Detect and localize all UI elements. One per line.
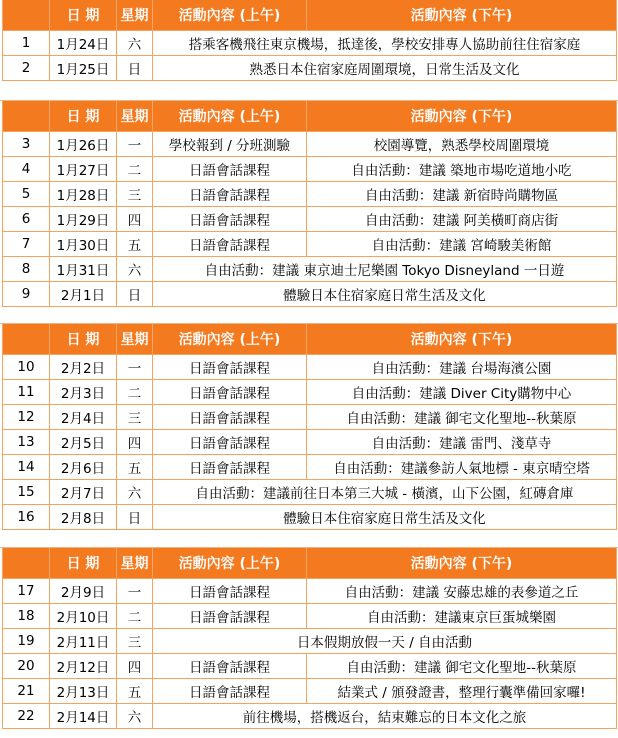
table-row <box>3 430 617 455</box>
table-header <box>3 0 617 31</box>
row-number: 14 <box>3 455 50 480</box>
full-day-activity: 搭乘客機飛往東京機場，抵達後，學校安排專人協助前往住宿家庭 <box>153 31 617 56</box>
table-row <box>3 257 617 282</box>
morning-activity: 日語會話課程 <box>153 579 307 604</box>
row-date: 1月29日 <box>50 207 117 232</box>
afternoon-activity: 自由活動：建議 阿美橫町商店街 <box>307 207 617 232</box>
header-number <box>3 548 50 579</box>
afternoon-activity: 自由活動：建議參訪人氣地標 - 東京晴空塔 <box>307 455 617 480</box>
header-morning-activity: 活動內容 (上午) <box>153 324 307 355</box>
afternoon-activity: 自由活動：建議 新宿時尚購物區 <box>307 182 617 207</box>
header-afternoon-activity: 活動內容 (下午) <box>307 0 617 31</box>
morning-activity: 日語會話課程 <box>153 405 307 430</box>
row-number: 6 <box>3 207 50 232</box>
row-date: 1月31日 <box>50 257 117 282</box>
full-day-activity: 前往機場，搭機返台，結束難忘的日本文化之旅 <box>153 704 617 729</box>
table-body <box>3 355 617 530</box>
row-date: 1月24日 <box>50 31 117 56</box>
morning-activity: 日語會話課程 <box>153 355 307 380</box>
row-date: 2月11日 <box>50 629 117 654</box>
morning-activity: 日語會話課程 <box>153 182 307 207</box>
row-number: 21 <box>3 679 50 704</box>
row-weekday: 四 <box>117 654 153 679</box>
table-header <box>3 101 617 132</box>
row-date: 2月5日 <box>50 430 117 455</box>
afternoon-activity: 自由活動：建議 宮崎駿美術館 <box>307 232 617 257</box>
row-number: 18 <box>3 604 50 629</box>
row-number: 12 <box>3 405 50 430</box>
table-row <box>3 579 617 604</box>
table-row <box>3 629 617 654</box>
row-number: 3 <box>3 132 50 157</box>
row-number: 10 <box>3 355 50 380</box>
schedule-table-block <box>2 0 617 81</box>
row-date: 2月13日 <box>50 679 117 704</box>
table-row <box>3 182 617 207</box>
table-row <box>3 679 617 704</box>
row-weekday: 一 <box>117 355 153 380</box>
schedule-table-block <box>2 324 617 530</box>
morning-activity: 日語會話課程 <box>153 157 307 182</box>
table-row <box>3 480 617 505</box>
header-date: 日 期 <box>50 324 117 355</box>
header-row <box>3 324 617 355</box>
schedule-table-block <box>2 101 617 307</box>
row-date: 2月14日 <box>50 704 117 729</box>
header-weekday: 星期 <box>117 0 153 31</box>
afternoon-activity: 自由活動：建議 御宅文化聖地--秋葉原 <box>307 405 617 430</box>
full-day-activity: 體驗日本住宿家庭日常生活及文化 <box>153 505 617 530</box>
row-date: 2月2日 <box>50 355 117 380</box>
row-weekday: 五 <box>117 455 153 480</box>
row-weekday: 六 <box>117 257 153 282</box>
row-date: 2月12日 <box>50 654 117 679</box>
header-number <box>3 324 50 355</box>
row-date: 2月8日 <box>50 505 117 530</box>
header-weekday: 星期 <box>117 548 153 579</box>
table-row <box>3 405 617 430</box>
table-row <box>3 604 617 629</box>
table-header <box>3 548 617 579</box>
table-body <box>3 31 617 81</box>
row-weekday: 日 <box>117 505 153 530</box>
row-date: 1月25日 <box>50 56 117 81</box>
table-row <box>3 380 617 405</box>
row-weekday: 二 <box>117 604 153 629</box>
table-body <box>3 579 617 729</box>
afternoon-activity: 自由活動：建議東京巨蛋城樂園 <box>307 604 617 629</box>
row-weekday: 六 <box>117 704 153 729</box>
morning-activity: 日語會話課程 <box>153 604 307 629</box>
afternoon-activity: 自由活動：建議 築地市場吃道地小吃 <box>307 157 617 182</box>
row-weekday: 四 <box>117 430 153 455</box>
header-row <box>3 548 617 579</box>
morning-activity: 日語會話課程 <box>153 207 307 232</box>
table-header <box>3 324 617 355</box>
row-date: 2月6日 <box>50 455 117 480</box>
row-number: 15 <box>3 480 50 505</box>
table-row <box>3 355 617 380</box>
row-number: 2 <box>3 56 50 81</box>
row-weekday: 五 <box>117 679 153 704</box>
row-date: 2月10日 <box>50 604 117 629</box>
row-number: 11 <box>3 380 50 405</box>
row-weekday: 日 <box>117 282 153 307</box>
row-number: 22 <box>3 704 50 729</box>
row-weekday: 日 <box>117 56 153 81</box>
row-number: 8 <box>3 257 50 282</box>
row-number: 9 <box>3 282 50 307</box>
table-row <box>3 455 617 480</box>
table-row <box>3 654 617 679</box>
table-body <box>3 132 617 307</box>
row-number: 17 <box>3 579 50 604</box>
table-row <box>3 282 617 307</box>
block-separator <box>0 547 618 548</box>
morning-activity: 學校報到 / 分班測驗 <box>153 132 307 157</box>
block-separator <box>0 323 618 324</box>
header-weekday: 星期 <box>117 101 153 132</box>
morning-activity: 日語會話課程 <box>153 654 307 679</box>
header-row <box>3 0 617 31</box>
afternoon-activity: 自由活動：建議 Diver City購物中心 <box>307 380 617 405</box>
morning-activity: 日語會話課程 <box>153 455 307 480</box>
header-date: 日 期 <box>50 101 117 132</box>
schedule-table-block <box>2 548 617 729</box>
afternoon-activity: 自由活動：建議 安藤忠雄的表參道之丘 <box>307 579 617 604</box>
block-separator <box>0 100 618 101</box>
row-weekday: 二 <box>117 380 153 405</box>
row-date: 2月1日 <box>50 282 117 307</box>
row-date: 2月4日 <box>50 405 117 430</box>
row-number: 7 <box>3 232 50 257</box>
header-morning-activity: 活動內容 (上午) <box>153 0 307 31</box>
full-day-activity: 體驗日本住宿家庭日常生活及文化 <box>153 282 617 307</box>
row-number: 19 <box>3 629 50 654</box>
row-date: 1月28日 <box>50 182 117 207</box>
header-date: 日 期 <box>50 0 117 31</box>
header-row <box>3 101 617 132</box>
morning-activity: 日語會話課程 <box>153 232 307 257</box>
table-row <box>3 157 617 182</box>
afternoon-activity: 自由活動：建議 御宅文化聖地--秋葉原 <box>307 654 617 679</box>
row-number: 1 <box>3 31 50 56</box>
header-date: 日 期 <box>50 548 117 579</box>
row-weekday: 二 <box>117 157 153 182</box>
row-weekday: 四 <box>117 207 153 232</box>
table-row <box>3 505 617 530</box>
header-weekday: 星期 <box>117 324 153 355</box>
afternoon-activity: 校園導覽，熟悉學校周圍環境 <box>307 132 617 157</box>
table-row <box>3 31 617 56</box>
row-date: 1月30日 <box>50 232 117 257</box>
row-weekday: 三 <box>117 405 153 430</box>
table-row <box>3 232 617 257</box>
afternoon-activity: 自由活動：建議 台場海濱公園 <box>307 355 617 380</box>
morning-activity: 日語會話課程 <box>153 679 307 704</box>
header-afternoon-activity: 活動內容 (下午) <box>307 548 617 579</box>
full-day-activity: 自由活動：建議前往日本第三大城 - 橫濱，山下公園，紅磚倉庫 <box>153 480 617 505</box>
table-row <box>3 132 617 157</box>
row-weekday: 六 <box>117 480 153 505</box>
row-weekday: 六 <box>117 31 153 56</box>
morning-activity: 日語會話課程 <box>153 430 307 455</box>
row-date: 2月9日 <box>50 579 117 604</box>
header-afternoon-activity: 活動內容 (下午) <box>307 101 617 132</box>
table-row <box>3 207 617 232</box>
row-number: 13 <box>3 430 50 455</box>
row-number: 20 <box>3 654 50 679</box>
row-weekday: 一 <box>117 132 153 157</box>
row-number: 5 <box>3 182 50 207</box>
table-row <box>3 56 617 81</box>
row-weekday: 一 <box>117 579 153 604</box>
full-day-activity: 自由活動：建議 東京迪士尼樂園 Tokyo Disneyland 一日遊 <box>153 257 617 282</box>
morning-activity: 日語會話課程 <box>153 380 307 405</box>
header-morning-activity: 活動內容 (上午) <box>153 548 307 579</box>
header-afternoon-activity: 活動內容 (下午) <box>307 324 617 355</box>
row-date: 1月27日 <box>50 157 117 182</box>
full-day-activity: 熟悉日本住宿家庭周圍環境，日常生活及文化 <box>153 56 617 81</box>
row-date: 2月3日 <box>50 380 117 405</box>
row-date: 1月26日 <box>50 132 117 157</box>
row-number: 4 <box>3 157 50 182</box>
header-number <box>3 0 50 31</box>
afternoon-activity: 自由活動：建議 雷門、淺草寺 <box>307 430 617 455</box>
row-number: 16 <box>3 505 50 530</box>
row-date: 2月7日 <box>50 480 117 505</box>
row-weekday: 三 <box>117 629 153 654</box>
row-weekday: 五 <box>117 232 153 257</box>
afternoon-activity: 結業式 / 頒發證書，整理行囊準備回家囉! <box>307 679 617 704</box>
table-row <box>3 704 617 729</box>
row-weekday: 三 <box>117 182 153 207</box>
header-number <box>3 101 50 132</box>
full-day-activity: 日本假期放假一天 / 自由活動 <box>153 629 617 654</box>
header-morning-activity: 活動內容 (上午) <box>153 101 307 132</box>
